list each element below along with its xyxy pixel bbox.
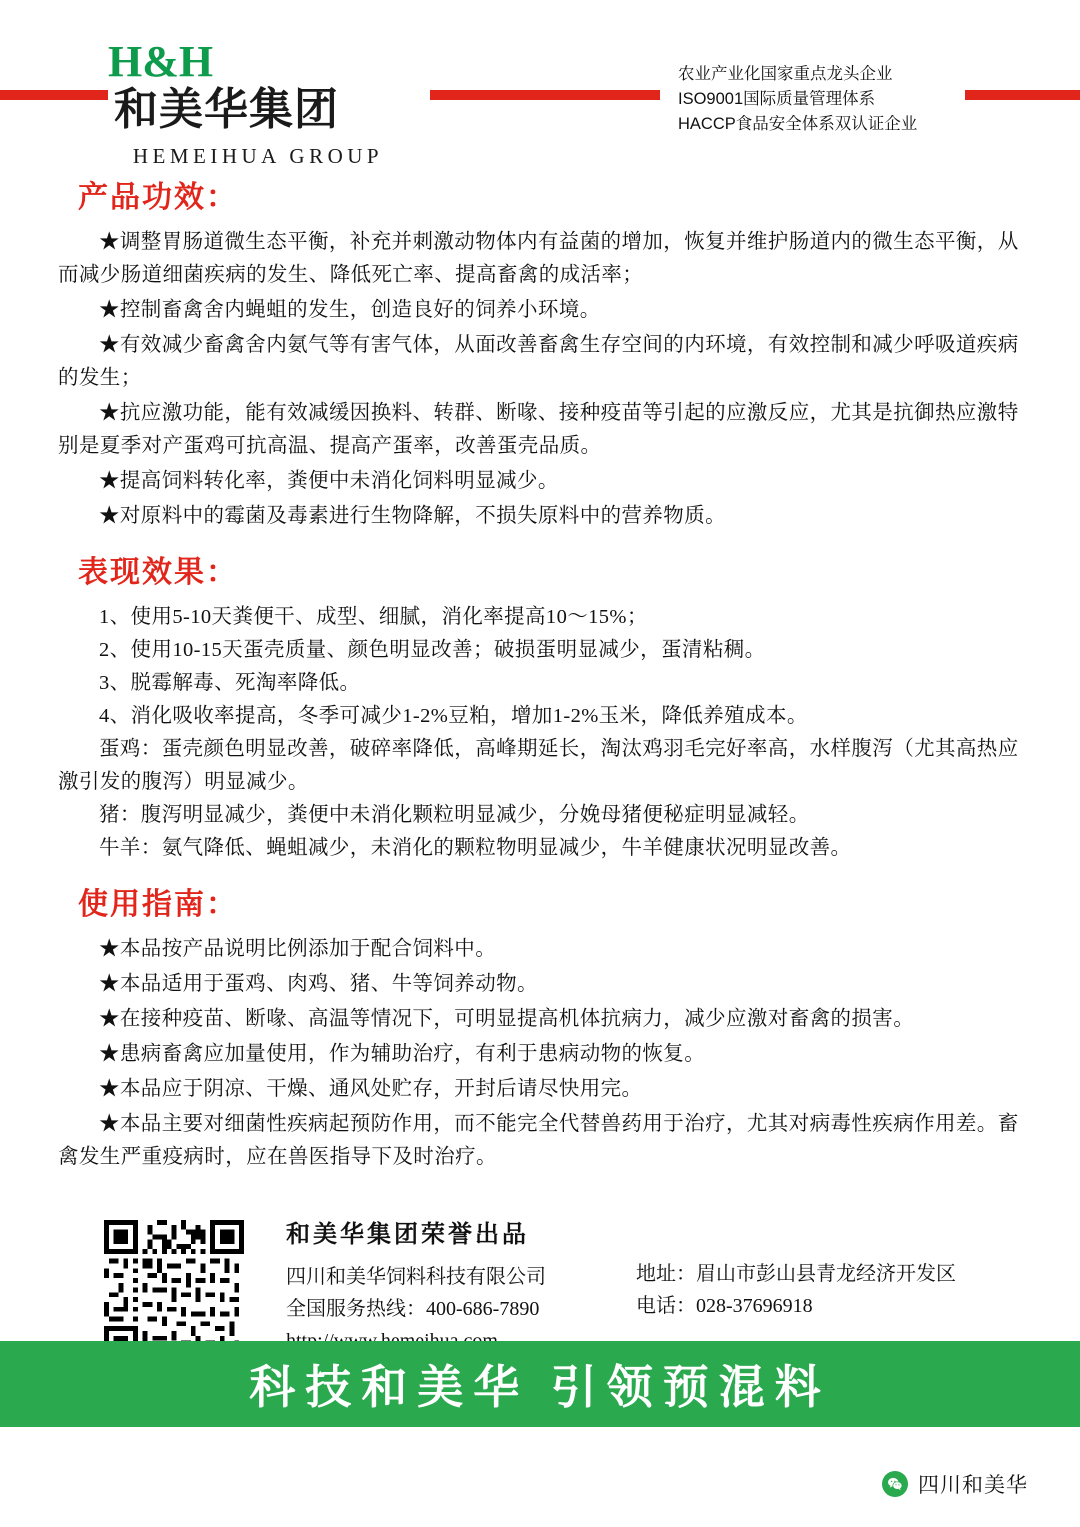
footer-company-column (286, 1214, 546, 1357)
logo-chinese-name: 和美华集团 (114, 85, 339, 134)
company-logo (108, 38, 438, 169)
efficacy-item: ★对原料中的霉菌及毒素进行生物降解，不损失原料中的营养物质。 (99, 505, 726, 527)
performance-item: 2、使用10-15天蛋壳质量、颜色明显改善；破损蛋明显减少，蛋清粘稠。 (99, 639, 766, 661)
footer-address: 地址：眉山市彭山县青龙经济开发区 (636, 1263, 956, 1285)
efficacy-item: ★抗应激功能，能有效减缓因换料、转群、断喙、接种疫苗等引起的应激反应，尤其是抗御热应激特别是夏季对产蛋鸡可抗高温、提高产蛋率，改善蛋壳品质。 (58, 402, 1019, 457)
wechat-account-label: 四川和美华 (918, 1473, 1028, 1497)
efficacy-item: ★控制畜禽舍内蝇蛆的发生，创造良好的饲养小环境。 (99, 299, 601, 321)
section-title-performance: 表现效果： (78, 556, 238, 589)
performance-item-cattle-sheep: 牛羊：氨气降低、蝇蛆减少，未消化的颗粒物明显减少，牛羊健康状况明显改善。 (99, 837, 852, 859)
wechat-icon (882, 1471, 908, 1497)
footer-brand-line: 和美华集团荣誉出品 (286, 1222, 529, 1248)
logo-initials: H&H (108, 37, 214, 86)
usage-item: ★本品应于阴凉、干燥、通风处贮存，开封后请尽快用完。 (99, 1078, 643, 1100)
performance-item-pigs: 猪：腹泻明显减少，粪便中未消化颗粒明显减少，分娩母猪便秘症明显减轻。 (99, 804, 810, 826)
footer-hotline: 全国服务热线：400-686-7890 (286, 1298, 540, 1320)
performance-item: 3、脱霉解毒、死淘率降低。 (99, 672, 361, 694)
usage-item: ★在接种疫苗、断喙、高温等情况下，可明显提高机体抗病力，减少应激对畜禽的损害。 (99, 1008, 915, 1030)
usage-item: ★本品主要对细菌性疾病起预防作用，而不能完全代替兽药用于治疗，尤其对病毒性疾病作用差。畜禽发生严重疫病时，应在兽医指导下及时治疗。 (58, 1113, 1019, 1168)
header-red-bar-middle (430, 90, 660, 100)
footer-phone: 电话：028-37696918 (636, 1295, 813, 1317)
slogan-banner (0, 1341, 1080, 1427)
certification-item-2: ISO9001国际质量管理体系 (678, 90, 876, 108)
qr-code[interactable] (104, 1220, 244, 1360)
header-red-bar-right (965, 90, 1080, 100)
efficacy-item: ★提高饲料转化率，粪便中未消化饲料明显减少。 (99, 470, 559, 492)
efficacy-item: ★调整胃肠道微生态平衡，补充并刺激动物体内有益菌的增加，恢复并维护肠道内的微生态平衡，从而减少肠道细菌疾病的发生、降低死亡率、提高畜禽的成活率； (58, 231, 1019, 286)
usage-item: ★本品按产品说明比例添加于配合饲料中。 (99, 938, 497, 960)
performance-item: 1、使用5-10天粪便干、成型、细腻，消化率提高10～15%； (99, 606, 648, 628)
wechat-account-tag[interactable] (882, 1469, 1028, 1499)
certification-item-1: 农业产业化国家重点龙头企业 (678, 65, 893, 83)
footer-address-column (636, 1258, 956, 1322)
usage-item: ★本品适用于蛋鸡、肉鸡、猪、牛等饲养动物。 (99, 973, 538, 995)
footer-company-name: 四川和美华饲料科技有限公司 (286, 1266, 546, 1288)
header-red-bar-left (0, 90, 108, 100)
bottom-strip (0, 1427, 1080, 1527)
logo-english-name: HEMEIHUA GROUP (132, 144, 384, 168)
certification-list (678, 62, 917, 137)
poster-content (0, 150, 1080, 1174)
certification-item-3: HACCP食品安全体系双认证企业 (678, 115, 918, 133)
section-title-usage: 使用指南： (78, 888, 238, 921)
page-header (0, 0, 1080, 168)
performance-item: 4、消化吸收率提高，冬季可减少1-2%豆粕，增加1-2%玉米，降低养殖成本。 (99, 705, 808, 727)
performance-item-layer-hens: 蛋鸡：蛋壳颜色明显改善，破碎率降低，高峰期延长，淘汰鸡羽毛完好率高，水样腹泻（尤其高热应激引发的腹泻）明显减少。 (58, 738, 1019, 793)
section-title-efficacy: 产品功效： (78, 181, 238, 214)
usage-item: ★患病畜禽应加量使用，作为辅助治疗，有利于患病动物的恢复。 (99, 1043, 706, 1065)
slogan-text: 科技和美华 引领预混料 (249, 1362, 831, 1413)
efficacy-item: ★有效减少畜禽舍内氨气等有害气体，从面改善畜禽生存空间的内环境，有效控制和减少呼吸道疾病的发生； (58, 334, 1019, 389)
